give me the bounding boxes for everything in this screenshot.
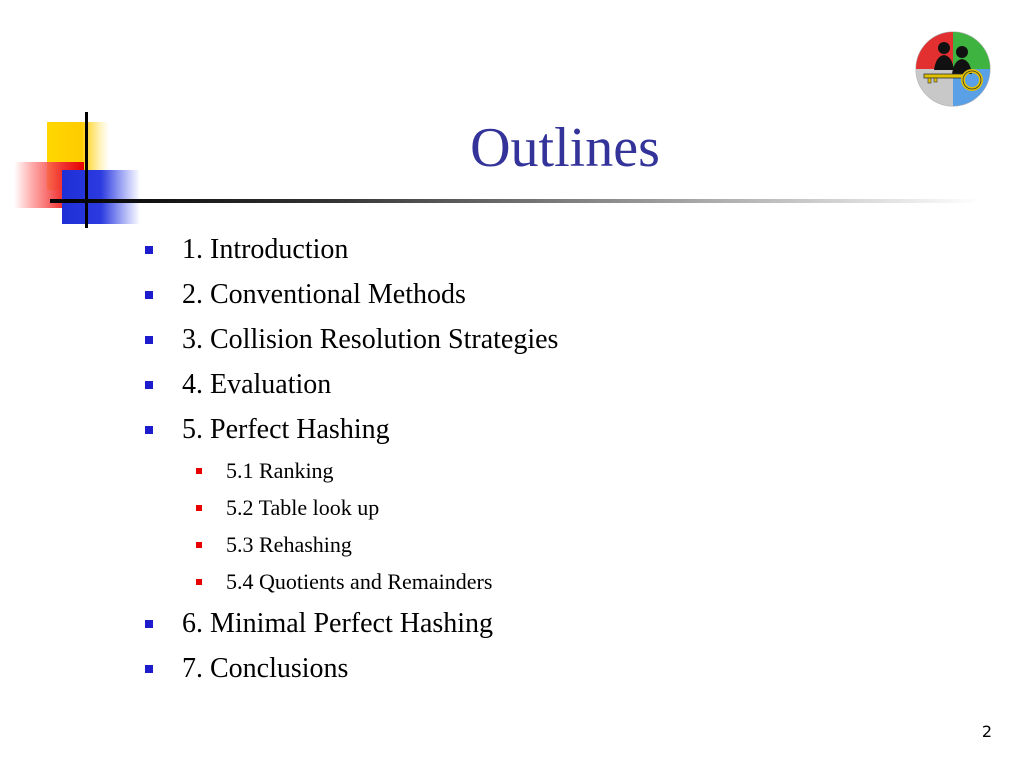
- bullet-icon: [145, 381, 153, 389]
- outline-item: [145, 649, 348, 689]
- outline-subitem: [196, 492, 379, 524]
- outline-item: [145, 320, 558, 360]
- slide-title: Outlines: [470, 117, 660, 179]
- outline-item: [145, 604, 493, 644]
- sub-bullet-icon: [196, 542, 202, 548]
- bullet-icon: [145, 291, 153, 299]
- sub-bullet-icon: [196, 505, 202, 511]
- outline-item-label: 1. Introduction: [182, 234, 349, 265]
- outline-item: [145, 410, 390, 450]
- outline-item-label: 7. Conclusions: [182, 653, 349, 684]
- outline-item-label: 3. Collision Resolution Strategies: [182, 324, 559, 355]
- people-key-logo-icon: [914, 30, 992, 108]
- title-underline: [50, 199, 980, 203]
- outline-item-label: 2. Conventional Methods: [182, 279, 466, 310]
- outline-subitem-label: 5.4 Quotients and Remainders: [226, 569, 493, 594]
- outline-subitem: [196, 566, 492, 598]
- outline-subitem: [196, 455, 334, 487]
- decorative-vertical-line: [85, 112, 88, 228]
- bullet-icon: [145, 246, 153, 254]
- outline-item-label: 4. Evaluation: [182, 369, 332, 400]
- outline-item-label: 5. Perfect Hashing: [182, 414, 390, 445]
- sub-bullet-icon: [196, 468, 202, 474]
- outline-item: [145, 230, 348, 270]
- decorative-blue-square: [62, 170, 140, 224]
- outline-subitem-label: 5.2 Table look up: [226, 495, 380, 520]
- outline-item: [145, 365, 331, 405]
- outline-subitem-label: 5.3 Rehashing: [226, 532, 352, 557]
- bullet-icon: [145, 620, 153, 628]
- outline-subitem: [196, 529, 352, 561]
- page-number: 2: [981, 722, 992, 741]
- outline-item-label: 6. Minimal Perfect Hashing: [182, 608, 494, 639]
- bullet-icon: [145, 665, 153, 673]
- outline-subitem-label: 5.1 Ranking: [226, 458, 334, 483]
- outline-item: [145, 275, 466, 315]
- bullet-icon: [145, 426, 153, 434]
- sub-bullet-icon: [196, 579, 202, 585]
- bullet-icon: [145, 336, 153, 344]
